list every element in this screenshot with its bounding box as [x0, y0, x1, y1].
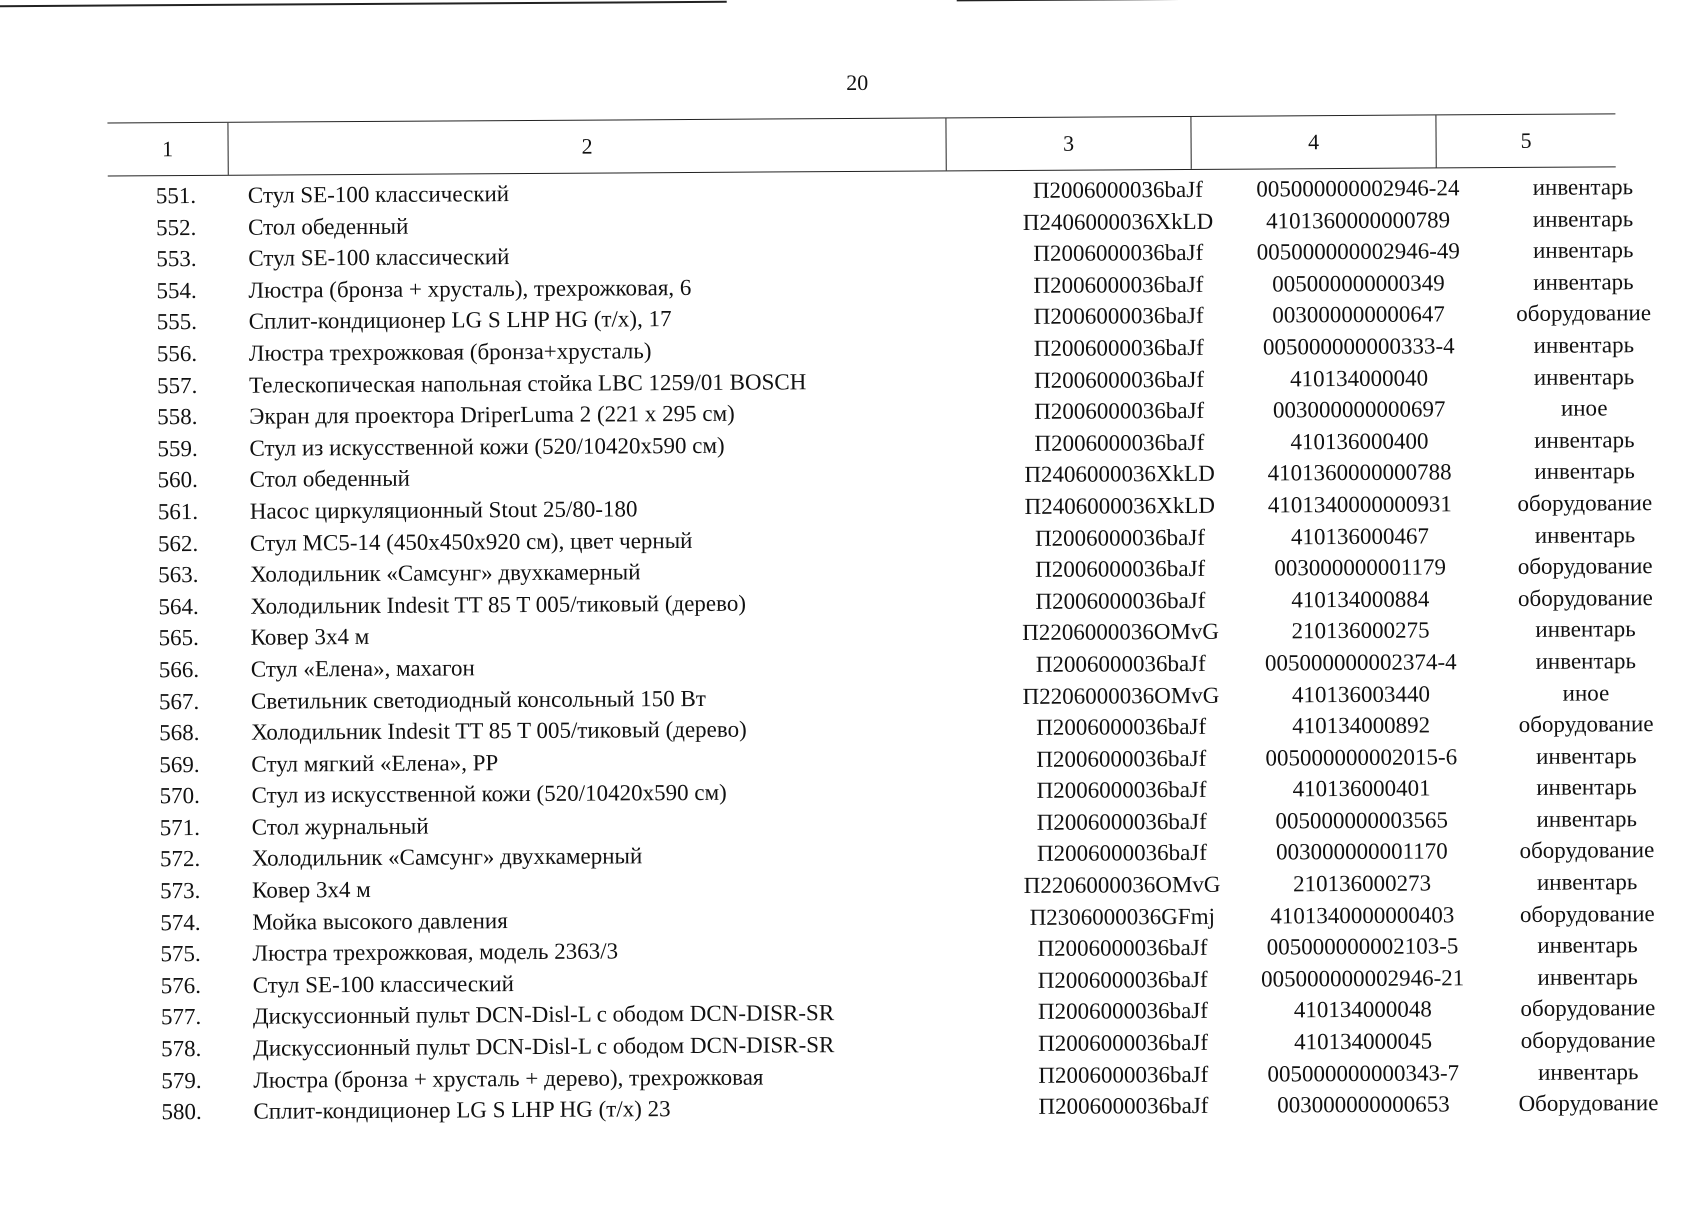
item-code: П2006000036baJf — [1036, 745, 1207, 772]
item-name: Экран для проектора DriperLuma 2 (221 x 295 см) — [249, 400, 735, 429]
table-body — [108, 171, 1659, 1128]
row-number: 568. — [159, 720, 200, 746]
item-category: оборудование — [1519, 900, 1655, 927]
top-rule-left — [0, 1, 727, 7]
row-number: 576. — [160, 972, 202, 999]
item-code: П2006000036baJf — [1033, 334, 1204, 361]
item-category: инвентарь — [1534, 458, 1635, 485]
item-code: П2006000036baJf — [1033, 366, 1205, 393]
row-number: 559. — [157, 435, 198, 462]
inventory-number: 005000000002946-49 — [1256, 238, 1460, 265]
inventory-number: 003000000000647 — [1272, 301, 1445, 328]
inventory-number: 4101340000000931 — [1267, 491, 1452, 518]
item-category: инвентарь — [1533, 269, 1634, 295]
row-number: 553. — [156, 246, 197, 272]
inventory-number: 410134000048 — [1293, 996, 1432, 1023]
item-code: П2006000036baJf — [1033, 303, 1204, 330]
inventory-number: 410134000040 — [1289, 365, 1429, 391]
item-code: П2006000036baJf — [1038, 1029, 1209, 1056]
inventory-number: 005000000000343-7 — [1267, 1059, 1460, 1087]
row-number: 552. — [156, 214, 197, 240]
inventory-number: 003000000000653 — [1277, 1091, 1450, 1118]
item-category: инвентарь — [1536, 774, 1637, 801]
item-name: Мойка высокого давления — [252, 907, 508, 935]
inventory-number: 410136000401 — [1292, 775, 1431, 802]
item-code: П2006000036baJf — [1034, 524, 1206, 551]
item-name: Стул SE-100 классический — [247, 181, 510, 208]
inventory-number: 4101360000000788 — [1267, 459, 1452, 486]
inventory-number: 005000000002015-6 — [1265, 744, 1458, 771]
row-number: 577. — [160, 1004, 202, 1030]
row-number: 578. — [161, 1036, 202, 1062]
item-code: П2006000036baJf — [1036, 777, 1207, 804]
item-code: П2206000036OMvG — [1023, 871, 1221, 899]
item-category: инвентарь — [1533, 332, 1635, 358]
item-name: Стул из искусственной кожи (520/10420x590 см) — [249, 432, 725, 461]
item-category: инвентарь — [1535, 616, 1636, 643]
item-name: Стул SE-100 классический — [252, 970, 514, 998]
item-category: инвентарь — [1536, 806, 1637, 832]
inventory-number: 003000000000697 — [1272, 396, 1446, 423]
column-header-1: 1 — [162, 136, 174, 162]
inventory-number: 410136003440 — [1291, 680, 1431, 707]
item-name: Стол журнальный — [251, 813, 429, 840]
inventory-number: 210136000275 — [1291, 617, 1430, 644]
item-code: П2406000036XkLD — [1022, 208, 1214, 235]
item-code: П2006000036baJf — [1035, 587, 1206, 614]
row-number: 575. — [160, 941, 201, 967]
item-code: П2006000036baJf — [1032, 176, 1203, 203]
inventory-number: 005000000002103-5 — [1266, 933, 1459, 960]
inventory-number: 410134000884 — [1291, 586, 1430, 613]
inventory-number: 003000000001170 — [1276, 838, 1448, 865]
item-name: Сплит-кондиционер LG S LHP HG (т/х), 17 — [248, 306, 672, 335]
item-name: Холодильник «Самсунг» двухкамерный — [251, 843, 643, 872]
item-name: Люстра (бронза + хрусталь + дерево), трехрожковая — [253, 1064, 764, 1093]
inventory-number: 005000000000349 — [1272, 270, 1445, 297]
item-category: оборудование — [1517, 553, 1653, 580]
row-number: 563. — [158, 562, 199, 588]
page-number: 20 — [846, 69, 869, 96]
row-number: 554. — [156, 277, 197, 304]
item-name: Люстра трехрожковая, модель 2363/3 — [252, 938, 619, 966]
row-number: 574. — [160, 909, 201, 935]
item-code: П2006000036baJf — [1033, 240, 1204, 267]
row-number: 580. — [161, 1099, 202, 1125]
item-category: оборудование — [1518, 711, 1654, 738]
row-number: 558. — [157, 404, 198, 430]
item-name: Сплит-кондиционер LG S LHP HG (т/х) 23 — [253, 1096, 671, 1124]
item-name: Стул из искусственной кожи (520/10420x590 см) — [251, 780, 727, 808]
inventory-number: 210136000273 — [1293, 870, 1432, 897]
item-name: Люстра трехрожковая (бронза+хрусталь) — [248, 338, 652, 366]
item-category: инвентарь — [1536, 869, 1638, 895]
row-number: 573. — [160, 878, 201, 904]
item-category: инвентарь — [1534, 426, 1635, 453]
item-category: оборудование — [1516, 300, 1652, 327]
column-header-2: 2 — [227, 118, 945, 174]
item-category: иное — [1560, 395, 1608, 421]
row-number: 570. — [159, 783, 200, 809]
item-name: Насос циркуляционный Stout 25/80-180 — [249, 496, 638, 524]
row-number: 557. — [156, 372, 198, 398]
item-code: П2406000036XkLD — [1024, 461, 1215, 488]
item-category: инвентарь — [1532, 174, 1634, 200]
item-category: инвентарь — [1537, 1058, 1639, 1085]
item-category: оборудование — [1519, 837, 1655, 864]
inventory-number: 003000000001179 — [1274, 554, 1447, 581]
item-category: инвентарь — [1533, 363, 1635, 390]
row-number: 571. — [159, 814, 201, 841]
item-code: П2006000036baJf — [1036, 840, 1207, 867]
inventory-number: 005000000002374-4 — [1264, 649, 1457, 676]
item-category: инвентарь — [1532, 237, 1634, 264]
item-name: Холодильник Indesit TT 85 T 005/тиковый (дерево) — [250, 590, 747, 619]
item-category: оборудование — [1520, 1027, 1656, 1053]
item-category: Оборудование — [1518, 1090, 1659, 1117]
item-code: П2006000036baJf — [1037, 935, 1208, 962]
row-number: 565. — [158, 625, 199, 651]
item-code: П2006000036baJf — [1035, 650, 1206, 677]
row-number: 572. — [159, 846, 201, 872]
inventory-number: 410136000400 — [1290, 428, 1429, 455]
item-name: Стол обеденный — [249, 466, 411, 493]
item-category: инвентарь — [1534, 521, 1636, 548]
inventory-number: 410136000467 — [1290, 523, 1430, 549]
item-category: иное — [1562, 679, 1610, 706]
item-category: инвентарь — [1537, 964, 1638, 990]
item-code: П2006000036baJf — [1036, 808, 1207, 835]
row-number: 579. — [161, 1067, 202, 1093]
top-rule-right — [957, 0, 1705, 1]
item-code: П2306000036GFmj — [1029, 903, 1216, 930]
row-number: 556. — [156, 340, 198, 367]
column-header-4: 4 — [1190, 115, 1435, 168]
inventory-number: 4101340000000403 — [1270, 901, 1455, 929]
inventory-number: 005000000002946-21 — [1261, 965, 1465, 992]
item-name: Холодильник Indesit TT 85 T 005/тиковый (дерево) — [251, 716, 747, 745]
item-code: П2006000036baJf — [1033, 271, 1204, 298]
item-code: П2006000036baJf — [1038, 1093, 1209, 1120]
item-name: Стул «Елена», махагон — [250, 655, 475, 682]
item-name: Дискуссионный пульт DCN-Disl-L с ободом DCN-DISR-SR — [252, 1000, 835, 1030]
item-code: П2006000036baJf — [1036, 713, 1207, 740]
item-code: П2206000036OMvG — [1022, 682, 1220, 709]
item-name: Телескопическая напольная стойка LBC 1259/01 BOSCH — [248, 368, 807, 398]
item-name: Холодильник «Самсунг» двухкамерный — [250, 559, 641, 587]
item-name: Стул MC5-14 (450x450x920 см), цвет черный — [249, 527, 693, 556]
item-code: П2206000036OMvG — [1022, 619, 1220, 646]
column-header-3: 3 — [945, 117, 1190, 170]
item-category: оборудование — [1517, 584, 1653, 611]
inventory-number: 005000000000333-4 — [1262, 333, 1455, 360]
item-code: П2406000036XkLD — [1024, 492, 1216, 519]
item-category: оборудование — [1520, 995, 1656, 1022]
row-number: 566. — [158, 656, 200, 683]
row-number: 561. — [157, 498, 199, 525]
row-number: 555. — [156, 309, 197, 335]
item-name: Стул мягкий «Елена», PP — [251, 749, 499, 777]
item-name: Люстра (бронза + хрусталь), трехрожковая, 6 — [248, 274, 692, 303]
item-code: П2006000036baJf — [1037, 966, 1208, 993]
row-number: 562. — [157, 530, 199, 556]
item-code: П2006000036baJf — [1038, 1061, 1209, 1088]
item-category: инвентарь — [1537, 932, 1638, 959]
row-number: 560. — [157, 467, 198, 493]
inventory-number: 005000000003565 — [1275, 807, 1449, 834]
item-category: инвентарь — [1536, 742, 1637, 769]
item-code: П2006000036baJf — [1034, 429, 1205, 456]
item-name: Дискуссионный пульт DCN-Disl-L с ободом DCN-DISR-SR — [253, 1032, 835, 1061]
column-header-5: 5 — [1435, 114, 1615, 167]
row-number: 564. — [158, 593, 199, 619]
row-number: 551. — [155, 183, 197, 209]
row-number: 569. — [159, 751, 200, 777]
row-number: 567. — [158, 688, 200, 714]
item-name: Стул SE-100 классический — [248, 244, 510, 271]
item-category: оборудование — [1517, 490, 1653, 516]
table-header — [107, 113, 1615, 176]
inventory-number: 005000000002946-24 — [1256, 175, 1460, 202]
inventory-number: 4101360000000789 — [1265, 206, 1451, 234]
inventory-number: 410134000892 — [1292, 712, 1431, 739]
item-name: Ковер 3x4 м — [250, 624, 370, 651]
inventory-number: 410134000045 — [1293, 1028, 1433, 1055]
item-code: П2006000036baJf — [1035, 555, 1206, 583]
item-category: инвентарь — [1535, 648, 1637, 674]
item-name: Ковер 3x4 м — [252, 877, 371, 903]
item-name: Светильник светодиодный консольный 150 Вт — [250, 685, 706, 714]
item-category: инвентарь — [1532, 205, 1634, 232]
item-code: П2006000036baJf — [1034, 398, 1205, 425]
item-name: Стол обеденный — [247, 213, 409, 240]
item-code: П2006000036baJf — [1037, 998, 1208, 1025]
